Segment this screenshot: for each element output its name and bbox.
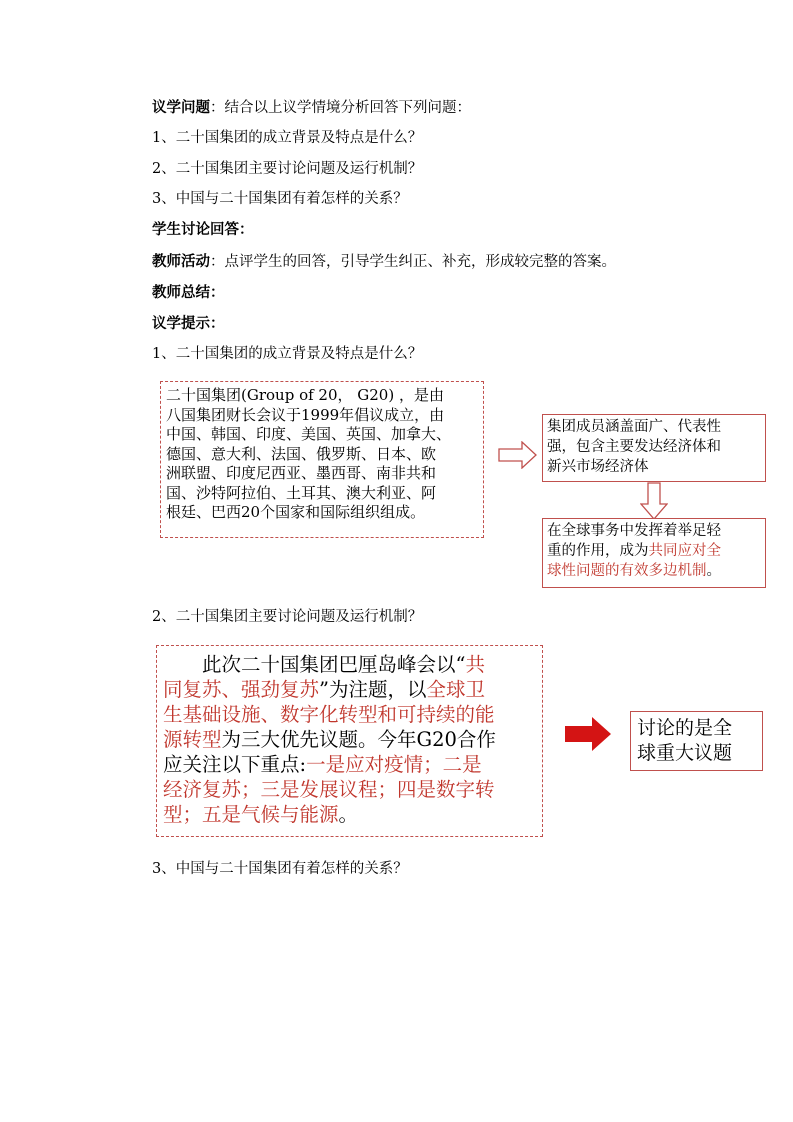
student-answer-heading: 学生讨论回答： <box>152 222 254 238</box>
background-line: 二十国集团(Group of 20， G20) ，是由 <box>166 386 444 404</box>
summit-highlight: 一是应对疫情；二是 <box>306 753 482 776</box>
summit-highlight: 共 <box>465 653 485 676</box>
hint3-question: 3、中国与二十国集团有着怎样的关系？ <box>152 861 408 877</box>
background-line: 根廷、巴西20个国家和国际组织组成。 <box>166 503 426 521</box>
role-highlight: 共同应对全 <box>648 543 721 559</box>
feature-line: 集团成员涵盖面广、代表性 <box>547 419 721 435</box>
question-2: 2、二十国集团主要讨论问题及运行机制？ <box>152 161 423 177</box>
g20-background-box <box>160 381 484 538</box>
summit-highlight: 同复苏、强劲复苏 <box>163 678 320 701</box>
discussion-questions-heading <box>152 99 471 117</box>
role-highlight: 球性问题的有效多边机制 <box>547 563 707 579</box>
summit-highlight: 生基础设施、数字化转型和可持续的能 <box>163 703 495 726</box>
bali-summit-box <box>156 645 543 837</box>
role-line-1: 在全球事务中发挥着举足轻 <box>547 523 721 539</box>
feature-line: 强，包含主要发达经济体和 <box>547 439 721 455</box>
hint2-question: 2、二十国集团主要讨论问题及运行机制？ <box>152 609 423 625</box>
question-3: 3、中国与二十国集团有着怎样的关系？ <box>152 191 408 207</box>
background-line: 中国、韩国、印度、美国、英国、加拿大、 <box>166 425 452 443</box>
global-issues-box <box>630 711 763 771</box>
role-text: 重的作用，成为 <box>547 543 649 559</box>
background-line: 八国集团财长会议于1999年倡议成立，由 <box>166 405 445 424</box>
right-arrow-icon <box>498 441 538 469</box>
g20-role-box <box>542 518 766 588</box>
summit-text: 为三大优先议题。今年G20合作 <box>221 728 496 751</box>
hint1-question: 1、二十国集团的成立背景及特点是什么？ <box>152 346 423 362</box>
discussion-questions-intro: ：结合以上议学情境分析回答下列问题： <box>210 100 471 116</box>
solid-right-arrow-icon <box>564 716 612 752</box>
summit-highlight: 型；五是气候与能源 <box>163 803 339 826</box>
g20-feature-box <box>542 414 766 482</box>
hint-heading: 议学提示： <box>152 316 225 332</box>
feature-line: 新兴市场经济体 <box>547 459 649 475</box>
teacher-activity <box>152 253 616 271</box>
background-line: 德国、意大利、法国、俄罗斯、日本、欧 <box>166 444 437 463</box>
summit-highlight: 全球卫 <box>426 678 486 701</box>
summit-highlight: 经济复苏；三是发展议程；四是数字转 <box>163 778 495 801</box>
summit-text: 此次二十国集团巴厘岛峰会以“ <box>163 653 466 676</box>
role-line-2 <box>547 541 761 561</box>
background-line: 洲联盟、印度尼西亚、墨西哥、南非共和 <box>166 464 437 482</box>
discussion-questions-label: 议学问题 <box>152 100 210 116</box>
summit-highlight: 源转型 <box>163 728 222 751</box>
down-arrow-icon <box>640 482 668 520</box>
role-line-3 <box>547 561 761 581</box>
teacher-summary-heading: 教师总结： <box>152 285 225 301</box>
background-line: 国、沙特阿拉伯、土耳其、澳大利亚、阿 <box>166 483 437 502</box>
summit-text: 应关注以下重点: <box>163 753 307 776</box>
summit-text: 。 <box>338 803 359 826</box>
global-issues-line: 球重大议题 <box>637 742 733 764</box>
teacher-activity-label: 教师活动 <box>152 254 210 270</box>
role-text: 。 <box>706 563 721 579</box>
summit-text: ”为注题，以 <box>319 678 427 701</box>
teacher-activity-text: ：点评学生的回答，引导学生纠正、补充，形成较完整的答案。 <box>210 254 616 270</box>
question-1: 1、二十国集团的成立背景及特点是什么？ <box>152 130 423 146</box>
global-issues-line: 讨论的是全 <box>637 717 733 739</box>
